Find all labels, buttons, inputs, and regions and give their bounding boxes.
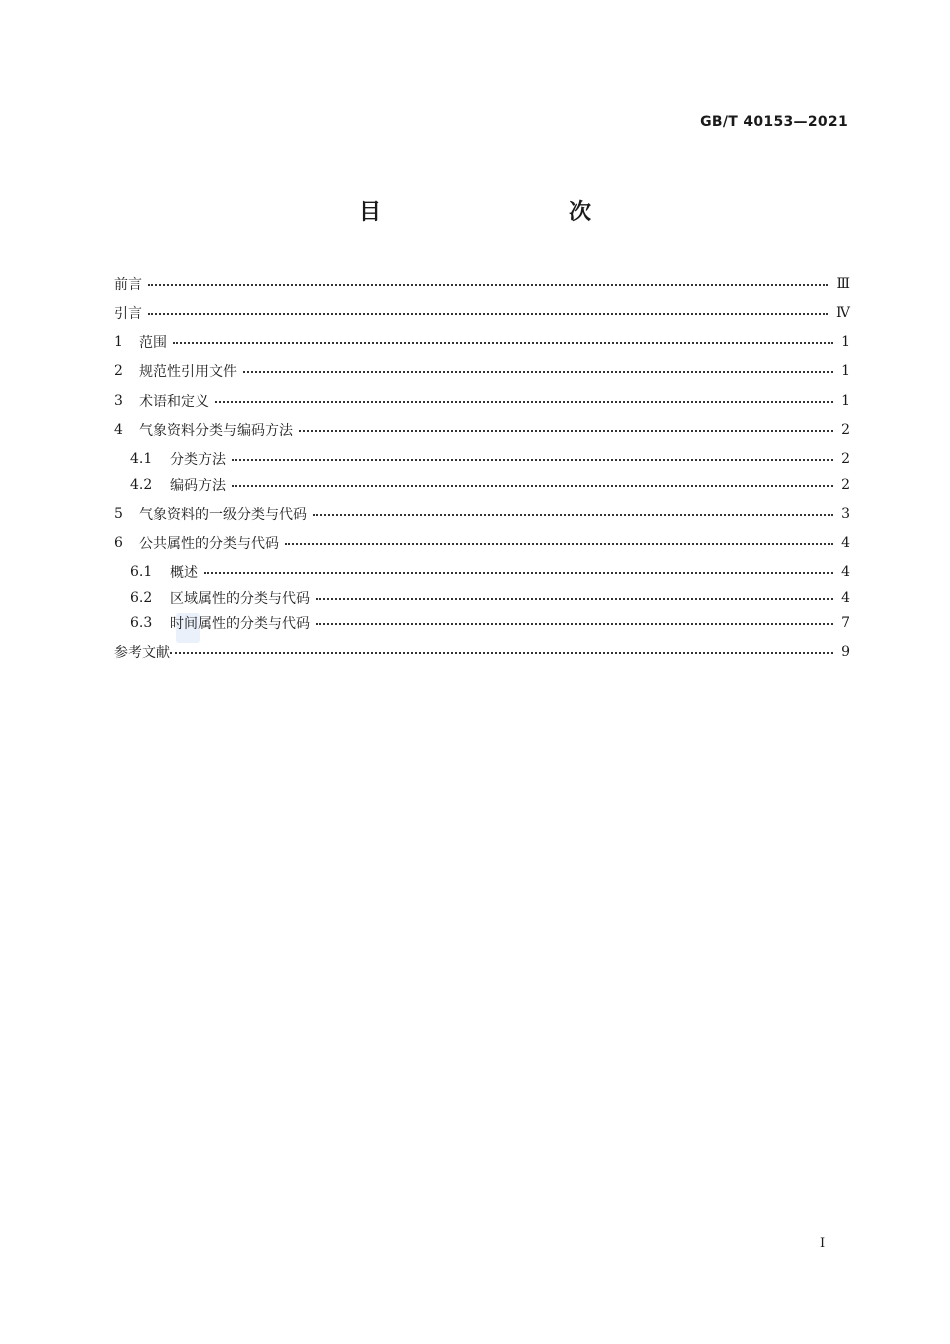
toc-page: 1 <box>841 334 850 350</box>
toc-entry-4-2[interactable] <box>114 473 850 497</box>
toc-number: 3 <box>114 393 123 409</box>
toc-page: 4 <box>841 590 850 606</box>
toc-label: 公共属性的分类与代码 <box>139 536 279 552</box>
toc-page: 2 <box>841 477 850 493</box>
toc-leader-dots <box>285 531 833 555</box>
toc-label: 编码方法 <box>170 478 226 494</box>
toc-label: 引言 <box>114 306 142 322</box>
toc-page: 2 <box>841 451 850 467</box>
toc-label: 概述 <box>170 565 198 581</box>
toc-label: 参考文献 <box>114 645 170 661</box>
toc-number: 6.2 <box>130 590 153 606</box>
toc-number: 6 <box>114 535 123 551</box>
toc-entry-6-3[interactable] <box>114 611 850 635</box>
toc-page: 9 <box>841 644 850 660</box>
toc-entry-introduction[interactable] <box>114 301 850 325</box>
toc-entry-bibliography[interactable] <box>114 640 850 664</box>
toc-label: 分类方法 <box>170 452 226 468</box>
toc-label: 气象资料分类与编码方法 <box>139 423 293 439</box>
standard-code: GB/T 40153—2021 <box>700 114 848 130</box>
toc-leader-dots <box>173 330 833 354</box>
toc-number: 5 <box>114 506 123 522</box>
toc-number: 6.1 <box>130 564 153 580</box>
toc-page: 4 <box>841 564 850 580</box>
toc-entry-foreword[interactable] <box>114 272 850 296</box>
toc-entry-6-1[interactable] <box>114 560 850 584</box>
toc-page: Ⅳ <box>836 305 850 321</box>
toc-entry-2[interactable] <box>114 359 850 383</box>
toc-entry-6[interactable] <box>114 531 850 555</box>
toc-leader-dots <box>170 640 833 664</box>
toc-number: 1 <box>114 334 123 350</box>
toc-page: 7 <box>841 615 850 631</box>
toc-page: 3 <box>841 506 850 522</box>
toc-leader-dots <box>243 359 833 383</box>
toc-leader-dots <box>204 560 833 584</box>
toc-leader-dots <box>316 611 833 635</box>
toc-leader-dots <box>316 586 833 610</box>
toc-leader-dots <box>232 447 833 471</box>
toc-page: 1 <box>841 393 850 409</box>
toc-entry-5[interactable] <box>114 502 850 526</box>
toc-entry-3[interactable] <box>114 389 850 413</box>
toc-page: 2 <box>841 422 850 438</box>
toc-label: 术语和定义 <box>139 394 209 410</box>
toc-label: 气象资料的一级分类与代码 <box>139 507 307 523</box>
toc-label: 规范性引用文件 <box>139 364 237 380</box>
toc-entry-1[interactable] <box>114 330 850 354</box>
toc-entry-4[interactable] <box>114 418 850 442</box>
toc-leader-dots <box>148 272 828 296</box>
page-number: Ⅰ <box>820 1236 826 1251</box>
toc-label: 范围 <box>139 335 167 351</box>
toc-page: 4 <box>841 535 850 551</box>
toc-page: 1 <box>841 363 850 379</box>
toc-number: 4.2 <box>130 477 153 493</box>
toc-label: 前言 <box>114 277 142 293</box>
toc-leader-dots <box>148 301 828 325</box>
toc-entry-4-1[interactable] <box>114 447 850 471</box>
toc-number: 2 <box>114 363 123 379</box>
toc-leader-dots <box>313 502 833 526</box>
toc-number: 6.3 <box>130 615 153 631</box>
toc-entry-6-2[interactable] <box>114 586 850 610</box>
toc-leader-dots <box>299 418 833 442</box>
toc-leader-dots <box>215 389 833 413</box>
toc-label: 时间属性的分类与代码 <box>170 616 310 632</box>
toc-number: 4.1 <box>130 451 153 467</box>
toc-page: Ⅲ <box>836 276 850 292</box>
page-title: 目 次 <box>358 200 639 225</box>
toc-leader-dots <box>232 473 833 497</box>
toc-number: 4 <box>114 422 123 438</box>
toc-label: 区域属性的分类与代码 <box>170 591 310 607</box>
